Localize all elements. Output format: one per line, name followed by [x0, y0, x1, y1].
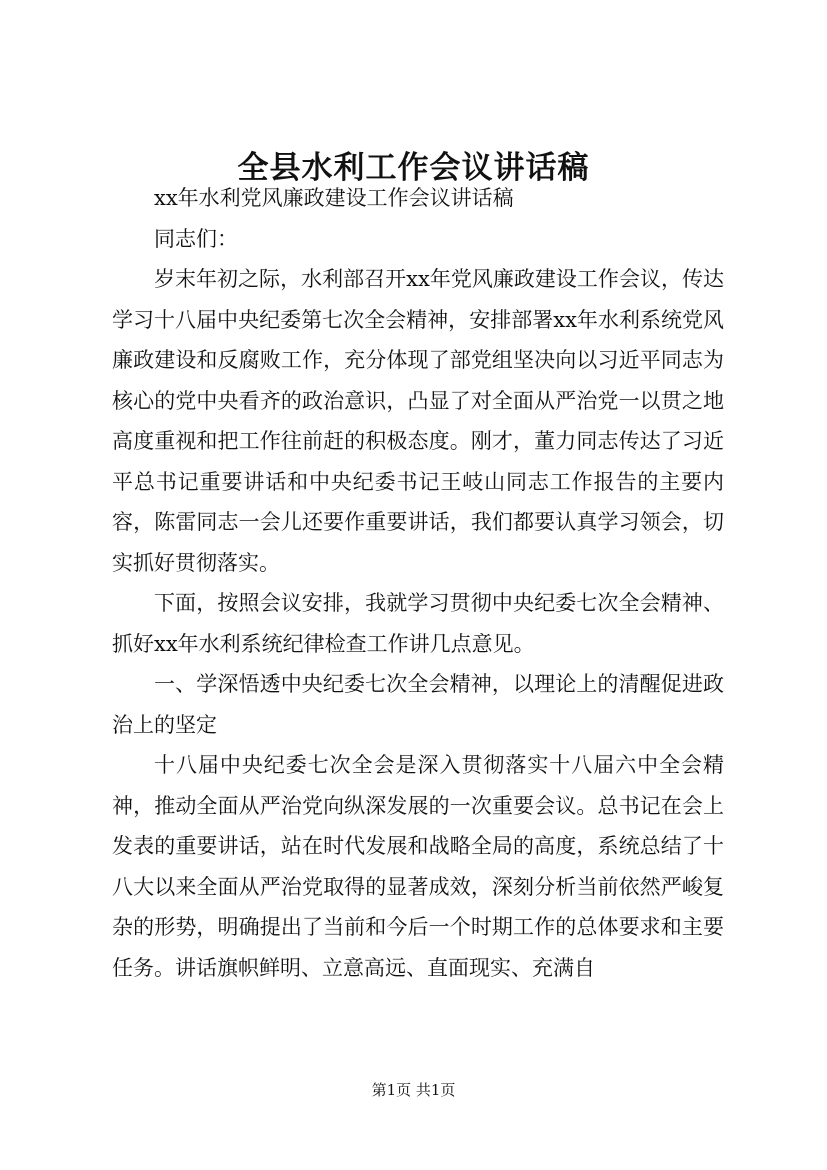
section-heading: 一、学深悟透中央纪委七次全会精神，以理论上的清醒促进政治上的坚定 [112, 672, 724, 737]
page-footer: 第1页 共1页 [371, 1081, 456, 1099]
body-paragraph: 十八届中央纪委七次全会是深入贯彻落实十八届六中全会精神，推动全面从严治党向纵深发展的一次重要会议。总书记在会上发表的重要讲话，站在时代发展和战略全局的高度，系统总结了十八大以来全面从严治党取得的显著成效，深刻分析当前依然严峻复杂的形势，明确提出了当前和今后一个时期工作的总体要求和主要任务。讲话旗帜鲜明、立意高远、直面现实、充满自 [112, 753, 724, 980]
document-body [112, 178, 724, 988]
subtitle-paragraph: xx年水利党风廉政建设工作会议讲话稿 [154, 186, 514, 210]
body-paragraph: 下面，按照会议安排，我就学习贯彻中央纪委七次全会精神、抓好xx年水利系统纪律检查工作讲几点意见。 [112, 591, 724, 656]
body-paragraph: 岁末年初之际，水利部召开xx年党风廉政建设工作会议，传达学习十八届中央纪委第七次全会精神，安排部署xx年水利系统党风廉政建设和反腐败工作，充分体现了部党组坚决向以习近平同志为核心的党中央看齐的政治意识，凸显了对全面从严治党一以贯之地高度重视和把工作往前赶的积极态度。刚才，董力同志传达了习近平总书记重要讲话和中央纪委书记王岐山同志工作报告的主要内容，陈雷同志一会儿还要作重要讲话，我们都要认真学习领会，切实抓好贯彻落实。 [112, 267, 724, 575]
salutation-paragraph: 同志们： [154, 226, 238, 251]
document-title: 全县水利工作会议讲话稿 [237, 150, 590, 186]
